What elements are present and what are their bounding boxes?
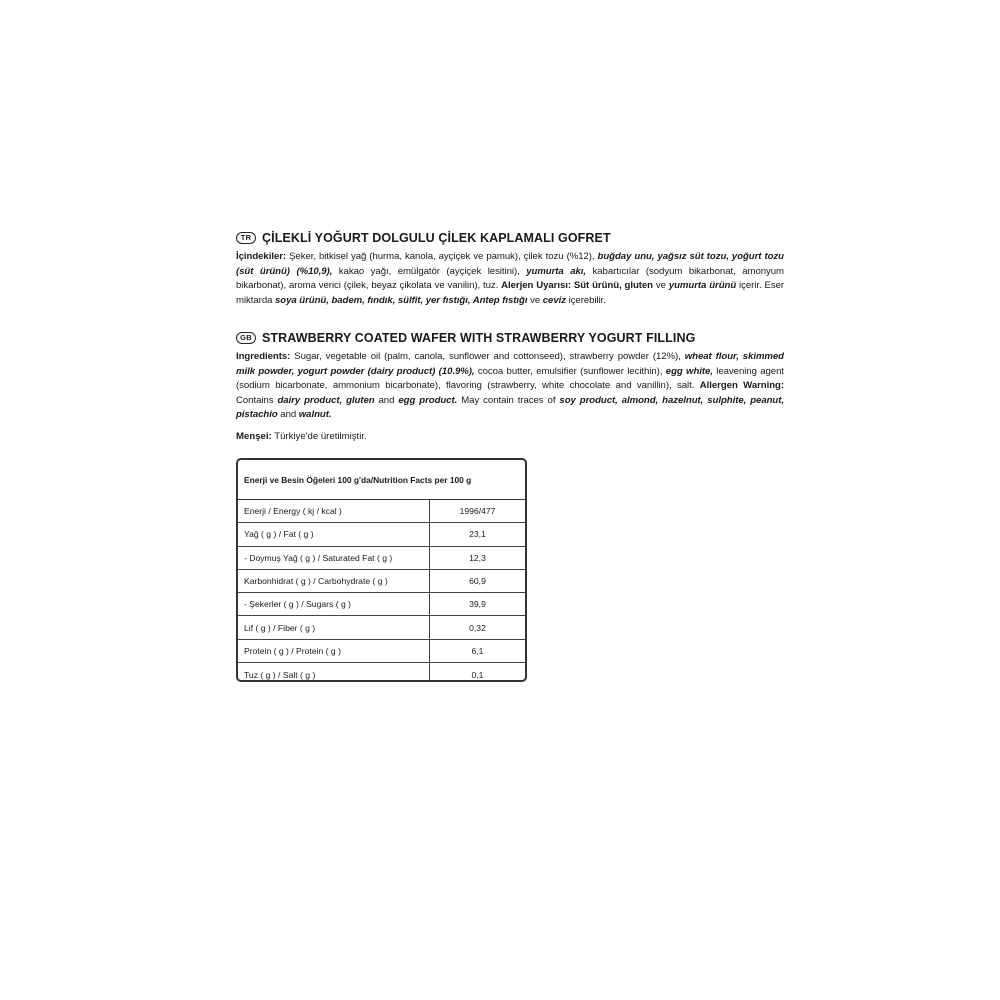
origin-line [236,431,367,442]
nutrition-row [238,593,525,616]
nutrition-row [238,500,525,523]
text-segment: soya ürünü, badem, fındık, sülfit, yer fıstığı, Antep fıstığı [275,294,528,306]
nutrient-label: Enerji / Energy ( kj / kcal ) [238,500,430,522]
text-segment: cocoa butter, emulsifier (sunflower lecithin), [474,365,666,377]
nutrient-value: 0,32 [469,622,486,633]
text-segment: ceviz [542,294,566,306]
nutrient-label: Yağ ( g ) / Fat ( g ) [238,523,430,545]
english-ingredients-text [236,350,784,423]
text-segment: ve [527,294,543,306]
text-segment: Alerjen Uyarısı: Süt ürünü, gluten [501,280,653,292]
nutrient-label: Protein ( g ) / Protein ( g ) [238,640,430,662]
text-segment: dairy product, gluten [277,394,375,406]
text-segment: Ingredients: [236,351,291,362]
text-segment: walnut. [298,409,332,421]
text-segment: Allergen Warning: [699,380,784,392]
text-segment: leavening agent (sodium bicarbonate, ammonium bicarbonate), flavoring (strawberry, white chocolate and vanillin), salt. [236,365,784,392]
text-segment: soy product, almond, hazelnut, sulphite, peanut, pistachio [236,394,784,421]
nutrient-value: 60,9 [469,576,486,587]
text-segment: Contains [236,394,278,406]
turkish-product-title: ÇİLEKLİ YOĞURT DOLGULU ÇİLEK KAPLAMALI GOFRET [262,231,611,245]
nutrition-table [236,458,527,682]
nutrition-row [238,640,525,663]
nutrient-label: Lif ( g ) / Fiber ( g ) [238,616,430,638]
nutrition-rows [238,500,525,682]
nutrient-label: Tuz ( g ) / Salt ( g ) [238,663,430,682]
english-heading [236,328,784,348]
text-segment: içerebilir. [565,294,606,306]
nutrition-row [238,663,525,682]
origin-label: Menşei: [236,431,272,442]
text-segment: ve [653,280,669,292]
text-segment: kabartıcılar (sodyum bikarbonat, amonyum bikarbonat), aroma verici (çilek, beyaz çikolata ve vanilin), tuz. [236,265,785,292]
text-segment: and [277,409,299,421]
nutrient-label: Karbonhidrat ( g ) / Carbohydrate ( g ) [238,570,430,592]
nutrition-row [238,523,525,546]
text-segment: May contain traces of [457,394,560,406]
nutrition-table-header: Enerji ve Besin Öğeleri 100 g'da/Nutrition Facts per 100 g [238,460,525,500]
english-section [236,328,784,423]
text-segment: and [374,394,399,406]
text-segment: yumurta ürünü [668,280,737,292]
nutrition-row [238,616,525,639]
nutrient-value: 6,1 [471,645,484,656]
nutrient-value: 12,3 [469,552,486,563]
turkish-section [236,228,784,308]
text-segment: egg product. [398,394,458,406]
text-segment: buğday unu, yağsız süt tozu, yoğurt tozu (süt ürünü) (%10,9), [236,251,784,277]
turkish-heading [236,228,784,248]
text-segment: kakao yağı, emülgatör (ayçiçek lesitini), [332,265,527,277]
english-product-title: STRAWBERRY COATED WAFER WITH STRAWBERRY YOGURT FILLING [262,331,696,345]
text-segment: Şeker, bitkisel yağ (hurma, kanola, ayçiçek ve pamuk), çilek tozu (%12), [286,251,598,262]
tr-language-badge: TR [236,232,256,244]
origin-value: Türkiye'de üretilmiştir. [271,431,367,442]
text-segment: içerir. Eser miktarda [236,280,784,306]
nutrition-row [238,547,525,570]
nutrient-value: 0,1 [471,669,484,680]
nutrient-value: 1996/477 [459,506,496,517]
nutrition-row [238,570,525,593]
nutrient-label: - Doymuş Yağ ( g ) / Saturated Fat ( g ) [238,547,430,569]
text-segment: İçindekiler: [236,251,287,262]
text-segment: wheat flour, skimmed milk powder, yogurt powder (dairy product) (10.9%), [236,351,784,377]
nutrient-value: 23,1 [469,529,486,540]
text-segment: Sugar, vegetable oil (palm, canola, sunflower and cottonseed), strawberry powder (12%), [290,351,685,362]
turkish-ingredients-text [236,250,784,308]
gb-language-badge: GB [236,332,256,344]
text-segment: yumurta akı, [526,265,587,277]
text-segment: egg white, [665,365,713,377]
nutrient-value: 39,9 [469,599,486,610]
nutrient-label: - Şekerler ( g ) / Sugars ( g ) [238,593,430,615]
